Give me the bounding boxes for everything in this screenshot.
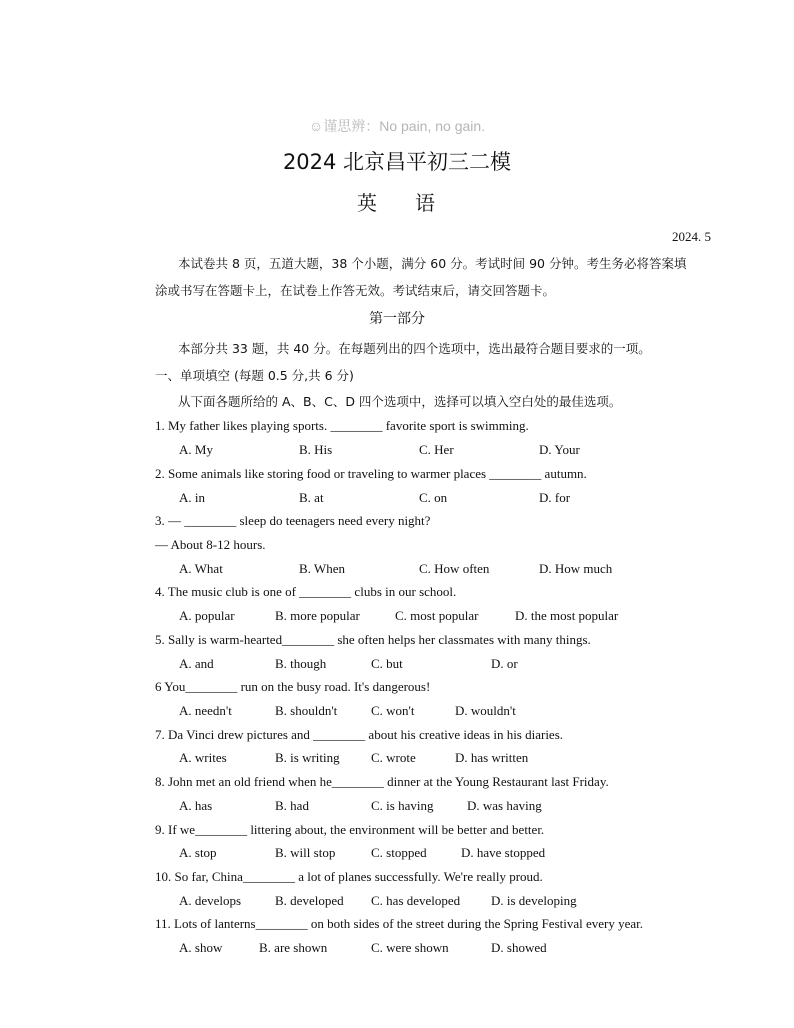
exam-date: 2024. 5 — [672, 229, 711, 244]
q5-option-c: C. but — [371, 656, 403, 671]
q11-option-c: C. were shown — [371, 940, 449, 955]
subject-char-2: 语 — [415, 191, 437, 215]
q4-option-d: D. the most popular — [515, 608, 619, 623]
q6-option-b: B. shouldn't — [275, 703, 338, 718]
section-description: 从下面各题所给的 A、B、C、D 四个选项中，选择可以填入空白处的最佳选项。 — [178, 394, 622, 409]
q5-option-d: D. or — [491, 656, 518, 671]
q3-option-d: D. How much — [539, 561, 613, 576]
q2-option-c: C. on — [419, 490, 448, 505]
q1-option-d: D. Your — [539, 442, 580, 457]
q7-option-b: B. is writing — [275, 750, 340, 765]
q2-option-b: B. at — [299, 490, 324, 505]
q9-option-d: D. have stopped — [461, 845, 546, 860]
q8-option-a: A. has — [179, 798, 213, 813]
q10-option-d: D. is developing — [491, 893, 577, 908]
q1-option-a: A. My — [179, 442, 213, 457]
q11-option-d: D. showed — [491, 940, 547, 955]
question-6-stem: 6 You________ run on the busy road. It's dangerous! — [155, 679, 431, 694]
q7-option-a: A. writes — [179, 750, 227, 765]
q8-option-b: B. had — [275, 798, 309, 813]
instructions-line-1: 本试卷共 8 页，五道大题，38 个小题，满分 60 分。考试时间 90 分钟。考生务必将答案填 — [178, 256, 687, 271]
question-1-stem: 1. My father likes playing sports. ________ favorite sport is swimming. — [155, 418, 529, 433]
q1-option-c: C. Her — [419, 442, 454, 457]
question-8-stem: 8. John met an old friend when he________ dinner at the Young Restaurant last Friday. — [155, 774, 609, 789]
question-3-stem: 3. — ________ sleep do teenagers need every night? — [155, 513, 431, 528]
q10-option-a: A. develops — [179, 893, 242, 908]
q3-option-c: C. How often — [419, 561, 490, 576]
q6-option-a: A. needn't — [179, 703, 232, 718]
watermark: ☺谨思辨：No pain, no gain. — [308, 118, 486, 134]
q5-option-b: B. though — [275, 656, 327, 671]
question-9-stem: 9. If we________ littering about, the environment will be better and better. — [155, 822, 545, 837]
q2-option-a: A. in — [179, 490, 205, 505]
q7-option-c: C. wrote — [371, 750, 416, 765]
q9-option-c: C. stopped — [371, 845, 427, 860]
q10-option-b: B. developed — [275, 893, 344, 908]
exam-title: 2024 北京昌平初三二模 — [282, 150, 512, 174]
q4-option-a: A. popular — [179, 608, 235, 623]
section-title: 一、单项填空 (每题 0.5 分,共 6 分) — [155, 368, 354, 383]
q4-option-b: B. more popular — [275, 608, 360, 623]
question-5-stem: 5. Sally is warm-hearted________ she often helps her classmates with many things. — [155, 632, 591, 647]
q10-option-c: C. has developed — [371, 893, 461, 908]
question-10-stem: 10. So far, China________ a lot of planes successfully. We're really proud. — [155, 869, 543, 884]
q4-option-c: C. most popular — [395, 608, 479, 623]
question-2-stem: 2. Some animals like storing food or traveling to warmer places ________ autumn. — [155, 466, 587, 481]
question-7-stem: 7. Da Vinci drew pictures and ________ about his creative ideas in his diaries. — [155, 727, 564, 742]
q6-option-c: C. won't — [371, 703, 415, 718]
question-11-stem: 11. Lots of lanterns________ on both sides of the street during the Spring Festival every year. — [155, 916, 644, 931]
q3-option-b: B. When — [299, 561, 345, 576]
q1-option-b: B. His — [299, 442, 333, 457]
q11-option-b: B. are shown — [259, 940, 328, 955]
q9-option-a: A. stop — [179, 845, 217, 860]
q3-option-a: A. What — [179, 561, 223, 576]
part-title: 第一部分 — [369, 311, 425, 327]
q7-option-d: D. has written — [455, 750, 529, 765]
q2-option-d: D. for — [539, 490, 571, 505]
q6-option-d: D. wouldn't — [455, 703, 516, 718]
question-4-stem: 4. The music club is one of ________ clubs in our school. — [155, 584, 457, 599]
subject-heading — [0, 187, 794, 216]
subject-char-1: 英 — [357, 191, 379, 215]
q8-option-d: D. was having — [467, 798, 542, 813]
part-description: 本部分共 33 题，共 40 分。在每题列出的四个选项中，选出最符合题目要求的一项。 — [178, 341, 651, 356]
instructions-line-2: 涂或书写在答题卡上，在试卷上作答无效。考试结束后，请交回答题卡。 — [155, 283, 556, 298]
q11-option-a: A. show — [179, 940, 223, 955]
q8-option-c: C. is having — [371, 798, 434, 813]
question-3-response: — About 8-12 hours. — [155, 537, 266, 552]
q9-option-b: B. will stop — [275, 845, 336, 860]
q5-option-a: A. and — [179, 656, 214, 671]
